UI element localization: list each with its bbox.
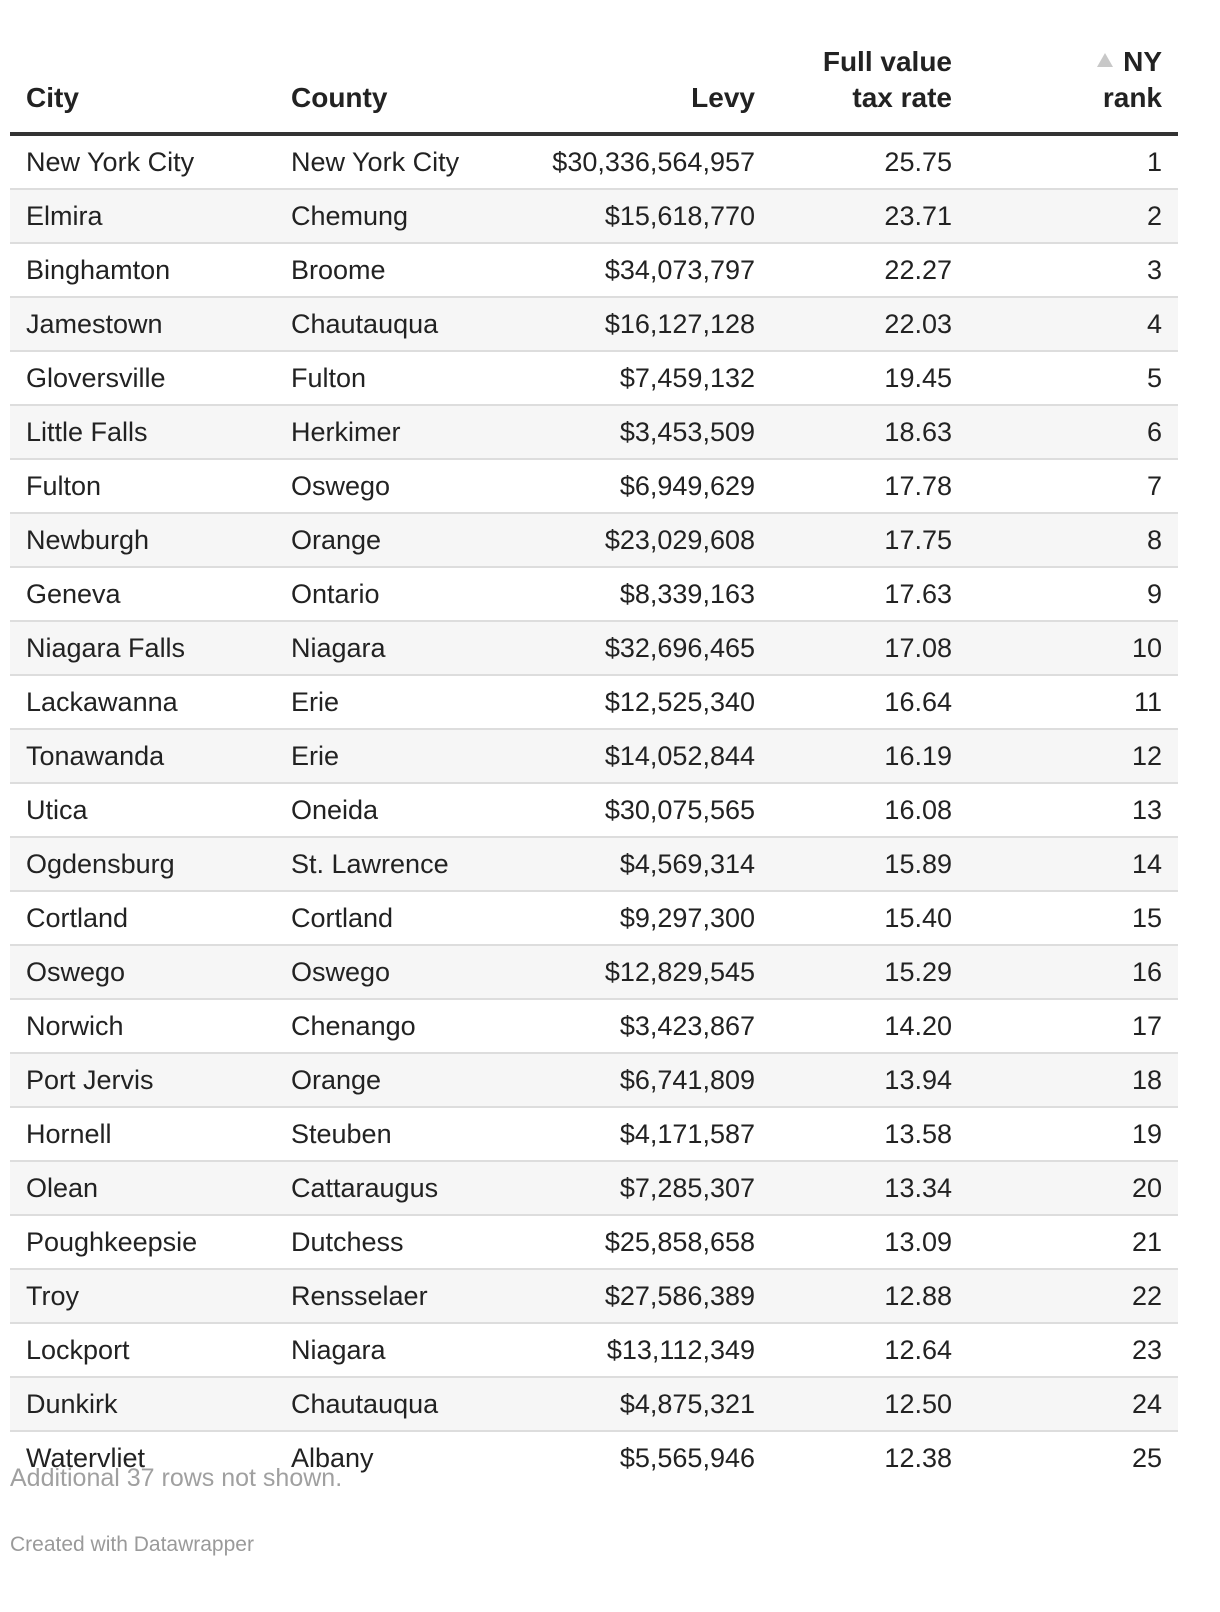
city-cell: Troy	[10, 1269, 275, 1323]
city-cell: Cortland	[10, 891, 275, 945]
city-cell: Olean	[10, 1161, 275, 1215]
county-cell: Chemung	[275, 189, 523, 243]
levy-cell: $7,285,307	[523, 1161, 771, 1215]
ny-rank-cell: 9	[968, 567, 1178, 621]
tax-rate-cell: 12.50	[771, 1377, 968, 1431]
table-row	[10, 1107, 1178, 1161]
city-cell: Lackawanna	[10, 675, 275, 729]
ny-rank-cell: 3	[968, 243, 1178, 297]
city-cell: Binghamton	[10, 243, 275, 297]
tax-rate-cell: 13.34	[771, 1161, 968, 1215]
ny-rank-cell: 1	[968, 134, 1178, 189]
county-cell: Chautauqua	[275, 297, 523, 351]
table-row	[10, 891, 1178, 945]
levy-cell: $3,453,509	[523, 405, 771, 459]
tax-rate-cell: 16.19	[771, 729, 968, 783]
tax-rate-cell: 15.29	[771, 945, 968, 999]
county-cell: Oneida	[275, 783, 523, 837]
tax-rate-cell: 19.45	[771, 351, 968, 405]
city-cell: Tonawanda	[10, 729, 275, 783]
county-cell: New York City	[275, 134, 523, 189]
levy-cell: $34,073,797	[523, 243, 771, 297]
table-row	[10, 1161, 1178, 1215]
county-cell: Broome	[275, 243, 523, 297]
table-row	[10, 567, 1178, 621]
ny-rank-cell: 6	[968, 405, 1178, 459]
county-cell: Erie	[275, 675, 523, 729]
table-row	[10, 999, 1178, 1053]
county-cell: Ontario	[275, 567, 523, 621]
column-header-city-label: City	[26, 82, 79, 113]
table-row	[10, 297, 1178, 351]
county-cell: Niagara	[275, 1323, 523, 1377]
ny-rank-cell: 18	[968, 1053, 1178, 1107]
levy-cell: $5,565,946	[619, 1442, 755, 1473]
table-row	[10, 459, 1178, 513]
county-cell: Cortland	[275, 891, 523, 945]
table-row	[10, 783, 1178, 837]
ny-rank-cell: 7	[968, 459, 1178, 513]
tax-rate-cell: 15.40	[771, 891, 968, 945]
tax-rate-table	[10, 0, 1178, 1484]
tax-rate-cell: 16.08	[771, 783, 968, 837]
city-cell: Oswego	[10, 945, 275, 999]
sort-ascending-icon	[1097, 53, 1113, 67]
county-cell: Cattaraugus	[275, 1161, 523, 1215]
city-cell: Norwich	[10, 999, 275, 1053]
tax-rate-cell: 18.63	[771, 405, 968, 459]
city-cell: Ogdensburg	[10, 837, 275, 891]
table-row	[10, 1269, 1178, 1323]
levy-cell: $16,127,128	[523, 297, 771, 351]
levy-cell: $15,618,770	[523, 189, 771, 243]
county-cell: Rensselaer	[275, 1269, 523, 1323]
ny-rank-cell: 25	[1131, 1442, 1162, 1473]
ny-rank-cell: 8	[968, 513, 1178, 567]
header-row	[10, 0, 1178, 134]
tax-rate-cell: 14.20	[771, 999, 968, 1053]
levy-cell: $30,075,565	[523, 783, 771, 837]
levy-cell: $14,052,844	[523, 729, 771, 783]
city-cell: New York City	[10, 134, 275, 189]
column-header-tax-rate-label-line-1: Full value	[822, 46, 952, 77]
county-cell: Herkimer	[275, 405, 523, 459]
table-row	[10, 729, 1178, 783]
tax-rate-cell: 17.75	[771, 513, 968, 567]
ny-rank-cell: 24	[968, 1377, 1178, 1431]
column-header-ny-rank[interactable]	[968, 0, 1178, 134]
table-row	[10, 134, 1178, 189]
county-cell: Fulton	[275, 351, 523, 405]
tax-rate-cell: 12.38	[884, 1442, 952, 1473]
levy-cell: $7,459,132	[523, 351, 771, 405]
ny-rank-cell: 23	[968, 1323, 1178, 1377]
levy-cell: $12,829,545	[523, 945, 771, 999]
table-row	[10, 1323, 1178, 1377]
table-row	[10, 243, 1178, 297]
ny-rank-cell: 11	[968, 675, 1178, 729]
table-row	[10, 945, 1178, 999]
city-cell: Little Falls	[10, 405, 275, 459]
ny-rank-cell: 15	[968, 891, 1178, 945]
county-cell: Chautauqua	[275, 1377, 523, 1431]
county-cell: Steuben	[275, 1107, 523, 1161]
city-cell: Watervliet	[26, 1442, 146, 1473]
levy-cell: $27,586,389	[523, 1269, 771, 1323]
county-cell: Orange	[275, 513, 523, 567]
ny-rank-cell: 21	[968, 1215, 1178, 1269]
levy-cell: $30,336,564,957	[523, 134, 771, 189]
ny-rank-cell: 22	[968, 1269, 1178, 1323]
ny-rank-cell: 16	[968, 945, 1178, 999]
column-header-county-label: County	[291, 82, 388, 113]
table-container	[10, 0, 1178, 1484]
city-cell: Newburgh	[10, 513, 275, 567]
table-row	[10, 837, 1178, 891]
ny-rank-cell: 14	[968, 837, 1178, 891]
table-row	[10, 189, 1178, 243]
city-cell: Port Jervis	[10, 1053, 275, 1107]
levy-cell: $6,741,809	[523, 1053, 771, 1107]
column-header-ny-rank-label-line-2: rank	[1102, 82, 1162, 113]
tax-rate-cell: 13.94	[771, 1053, 968, 1107]
levy-cell: $6,949,629	[523, 459, 771, 513]
county-cell: Albany	[291, 1442, 374, 1473]
county-cell: Dutchess	[275, 1215, 523, 1269]
city-cell: Lockport	[10, 1323, 275, 1377]
city-cell: Dunkirk	[10, 1377, 275, 1431]
table-row	[10, 1215, 1178, 1269]
ny-rank-cell: 13	[968, 783, 1178, 837]
column-header-city[interactable]	[10, 0, 275, 134]
ny-rank-cell: 5	[968, 351, 1178, 405]
levy-cell: $4,569,314	[523, 837, 771, 891]
levy-cell: $8,339,163	[523, 567, 771, 621]
city-cell: Niagara Falls	[10, 621, 275, 675]
ny-rank-cell: 12	[968, 729, 1178, 783]
city-cell: Utica	[10, 783, 275, 837]
ny-rank-cell: 4	[968, 297, 1178, 351]
levy-cell: $12,525,340	[523, 675, 771, 729]
column-header-county[interactable]	[275, 0, 523, 134]
table-notes: Additional 37 rows not shown.	[10, 1464, 343, 1492]
levy-cell: $13,112,349	[523, 1323, 771, 1377]
tax-rate-cell: 22.27	[771, 243, 968, 297]
ny-rank-cell: 20	[968, 1161, 1178, 1215]
tax-rate-cell: 15.89	[771, 837, 968, 891]
table-body	[10, 134, 1178, 1484]
city-cell: Gloversville	[10, 351, 275, 405]
levy-cell: $25,858,658	[523, 1215, 771, 1269]
tax-rate-cell: 16.64	[771, 675, 968, 729]
tax-rate-cell: 12.64	[771, 1323, 968, 1377]
city-cell: Elmira	[10, 189, 275, 243]
table-row	[10, 513, 1178, 567]
county-cell: Niagara	[275, 621, 523, 675]
city-cell: Geneva	[10, 567, 275, 621]
tax-rate-cell: 13.09	[771, 1215, 968, 1269]
city-cell: Hornell	[10, 1107, 275, 1161]
city-cell: Jamestown	[10, 297, 275, 351]
tax-rate-cell: 22.03	[771, 297, 968, 351]
city-cell: Poughkeepsie	[10, 1215, 275, 1269]
column-header-tax-rate-label-line-2: tax rate	[852, 82, 952, 113]
county-cell: Chenango	[275, 999, 523, 1053]
table-row	[10, 351, 1178, 405]
levy-cell: $3,423,867	[523, 999, 771, 1053]
table-row	[10, 621, 1178, 675]
ny-rank-cell: 10	[968, 621, 1178, 675]
county-cell: Erie	[275, 729, 523, 783]
table-header	[10, 0, 1178, 134]
county-cell: Oswego	[275, 945, 523, 999]
county-cell: St. Lawrence	[275, 837, 523, 891]
column-header-levy-label: Levy	[691, 82, 755, 113]
county-cell: Oswego	[275, 459, 523, 513]
tax-rate-cell: 17.63	[771, 567, 968, 621]
levy-cell: $4,875,321	[523, 1377, 771, 1431]
credit-link[interactable]: Created with Datawrapper	[10, 1533, 254, 1556]
levy-cell: $32,696,465	[523, 621, 771, 675]
column-header-ny-rank-label-line-1: NY	[1123, 46, 1162, 77]
ny-rank-cell: 2	[968, 189, 1178, 243]
column-header-tax-rate[interactable]	[771, 0, 968, 134]
table-row	[10, 1053, 1178, 1107]
tax-rate-cell: 13.58	[771, 1107, 968, 1161]
tax-rate-cell: 23.71	[771, 189, 968, 243]
tax-rate-cell: 17.08	[771, 621, 968, 675]
ny-rank-cell: 19	[968, 1107, 1178, 1161]
county-cell: Orange	[275, 1053, 523, 1107]
table-row	[10, 405, 1178, 459]
city-cell: Fulton	[10, 459, 275, 513]
column-header-levy[interactable]	[523, 0, 771, 134]
tax-rate-cell: 25.75	[771, 134, 968, 189]
levy-cell: $9,297,300	[523, 891, 771, 945]
tax-rate-cell: 17.78	[771, 459, 968, 513]
levy-cell: $4,171,587	[523, 1107, 771, 1161]
tax-rate-cell: 12.88	[771, 1269, 968, 1323]
ny-rank-cell: 17	[968, 999, 1178, 1053]
table-row	[10, 1377, 1178, 1431]
levy-cell: $23,029,608	[523, 513, 771, 567]
table-row	[10, 675, 1178, 729]
